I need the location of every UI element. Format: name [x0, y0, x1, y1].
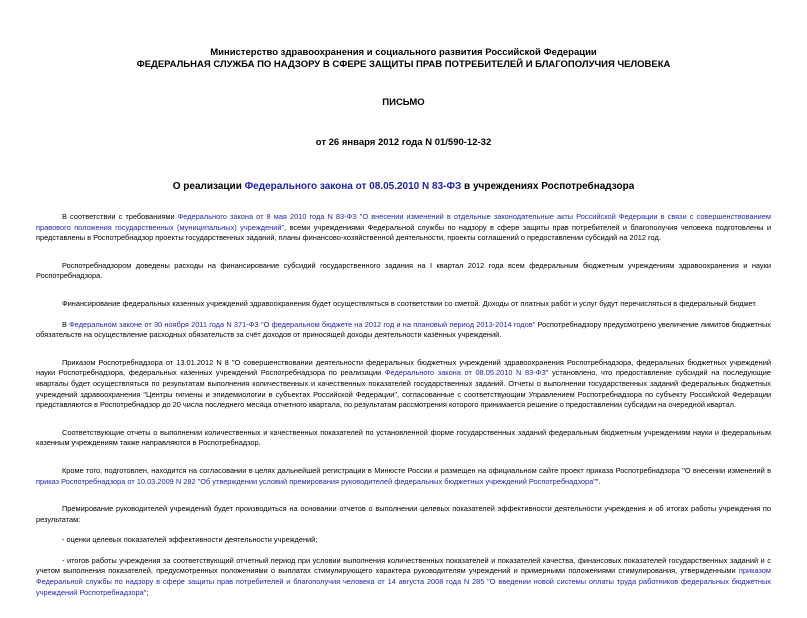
text: В соответствии с требованиями — [62, 212, 178, 221]
text: Приказом Роспотребнадзора от 13.01.2012 N 8 "О совершенствовании деятельности федеральных бюджетных учреждений здравоохранения Роспотребнадзора, федеральных бюджетных учреждений науки Роспотребнадзора, федеральных казенных учреждений Роспотребнадзора по реализации — [36, 357, 771, 378]
text: , всеми учреждениями Федеральной службы по надзору в сфере защиты прав потребителей и благополучия человека подготовлены и представлены в Роспотребнадзор проекты государственных заданий, планы финансово-хозяйственной деятельности, проекты соглашений о предоставлении субсидий на 2012 год. — [36, 222, 771, 243]
paragraph-5 — [36, 358, 771, 411]
subject-law-link[interactable]: Федерального закона от 08.05.2010 N 83-ФЗ — [244, 181, 462, 192]
document-page — [0, 47, 807, 618]
paragraph-2: Роспотребнадзором доведены расходы на финансирование субсидий государственного задания на I квартал 2012 года всем федеральным бюджетным учреждениям здравоохранения и науки Роспотребнадзора. — [36, 260, 771, 281]
subject-suffix: в учреждениях Роспотребнадзора — [461, 181, 635, 192]
paragraph-8: Премирование руководителей учреждений будет производиться на основании отчетов о выполнении целевых показателей эффективности деятельности учреждения и об итогах работы учреждения по результатам: — [36, 504, 771, 524]
document-subject — [36, 181, 771, 193]
paragraph-6: Соответствующие отчеты о выполнении количественных и качественных показателей по установленной форме государственных заданий федеральным бюджетным учреждениям науки и федеральным казенным учреждениям также направляются в Роспотребнадзор. — [36, 427, 771, 448]
law-83fz-link[interactable]: Федерального закона от 8 мая 2010 года N 83-ФЗ "О внесении изменений в отдельные законодательные акты Российской Федерации в связи с совершенствованием правового положения государственных (муниципальных) учреждений" — [36, 212, 772, 232]
order-282-link[interactable]: приказ Роспотребнадзора от 10.03.2009 N 282 "Об утверждении условий премирования руководителей федеральных бюджетных учреждений Роспотребнадзора" — [36, 476, 596, 486]
text: " установлено, что предоставление субсидий на последующие кварталы будет осуществляться по результатам выполнения количественных и качественных показателей государственных заданий. Отчеты о выполнении государственных заданий федеральных бюджетных учреждений здравоохранения "Центры гигиены и эпидемиологии в субъектах Российской Федерации", согласованные с соответствующим Управлением Роспотребнадзора по субъекту Российской Федерации представляются в Роспотребнадзор до 20 числа последнего месяца отчетного квартала, по результатам рассмотрения которого принимается решение о предоставлении субсидии на очередной квартал. — [36, 368, 771, 410]
text: В — [62, 319, 70, 329]
text: Роспотребнадзору предусмотрено увеличение лимитов бюджетных обязательств на осуществление расходных обязательств за счёт доходов от приносящей доходы деятельности казённых учреждений. — [36, 319, 772, 340]
order-285-link[interactable]: приказом Федеральной службы по надзору в сфере защиты прав потребителей и благополучия человека от 14 августа 2008 года N 285 "О введении новой системы оплаты труда работников федеральных бюджетных учреждений Роспотребнадзора" — [36, 566, 771, 597]
text: - итогов работы учреждения за соответствующий отчетный период при условии выполнения количественных показателей и показателей качества, финансовых показателей государственных заданий и с учетом выполнения показателей, предусмотренных положениями о выплатах стимулирующего характера руководителям учреждений и примерными положениями стимулирования, утвержденными — [36, 555, 771, 576]
service-name: ФЕДЕРАЛЬНАЯ СЛУЖБА ПО НАДЗОРУ В СФЕРЕ ЗАЩИТЫ ПРАВ ПОТРЕБИТЕЛЕЙ И БЛАГОПОЛУЧИЯ ЧЕЛОВЕКА — [136, 59, 671, 70]
document-type: ПИСЬМО — [382, 97, 425, 108]
ministry-name: Министерство здравоохранения и социального развития Российской Федерации — [210, 47, 597, 58]
document-date-number: от 26 января 2012 года N 01/590-12-32 — [315, 137, 492, 148]
law-83fz-link-2[interactable]: Федерального закона от 08.05.2010 N 83-ФЗ — [384, 368, 546, 378]
law-371fz-link[interactable]: Федеральном законе от 30 ноября 2011 года N 371-ФЗ "О федеральном бюджете на 2012 год и на плановый период 2013-2014 годов" — [69, 319, 536, 329]
document-body — [36, 212, 771, 598]
paragraph-4 — [36, 320, 771, 341]
text: Кроме того, подготовлен, находится на согласовании в целях дальнейшей регистрации в Минюсте России и размещен на официальном сайте проект приказа Роспотребнадзора "О внесении изменений в — [62, 465, 771, 475]
paragraph-9: - оценки целевых показателей эффективности деятельности учреждений; — [62, 535, 318, 545]
paragraph-10 — [36, 556, 771, 598]
paragraph-3: Финансирование федеральных казенных учреждений здравоохранения будет осуществляться в соответствии со сметой. Доходы от платных работ и услуг будут перечисляться в федеральный бюджет. — [62, 298, 758, 308]
text: ; — [146, 587, 149, 597]
paragraph-1 — [36, 212, 771, 244]
document-header — [36, 47, 771, 71]
subject-prefix: О реализации — [172, 181, 245, 192]
text: ". — [595, 476, 601, 486]
paragraph-7 — [36, 466, 771, 487]
